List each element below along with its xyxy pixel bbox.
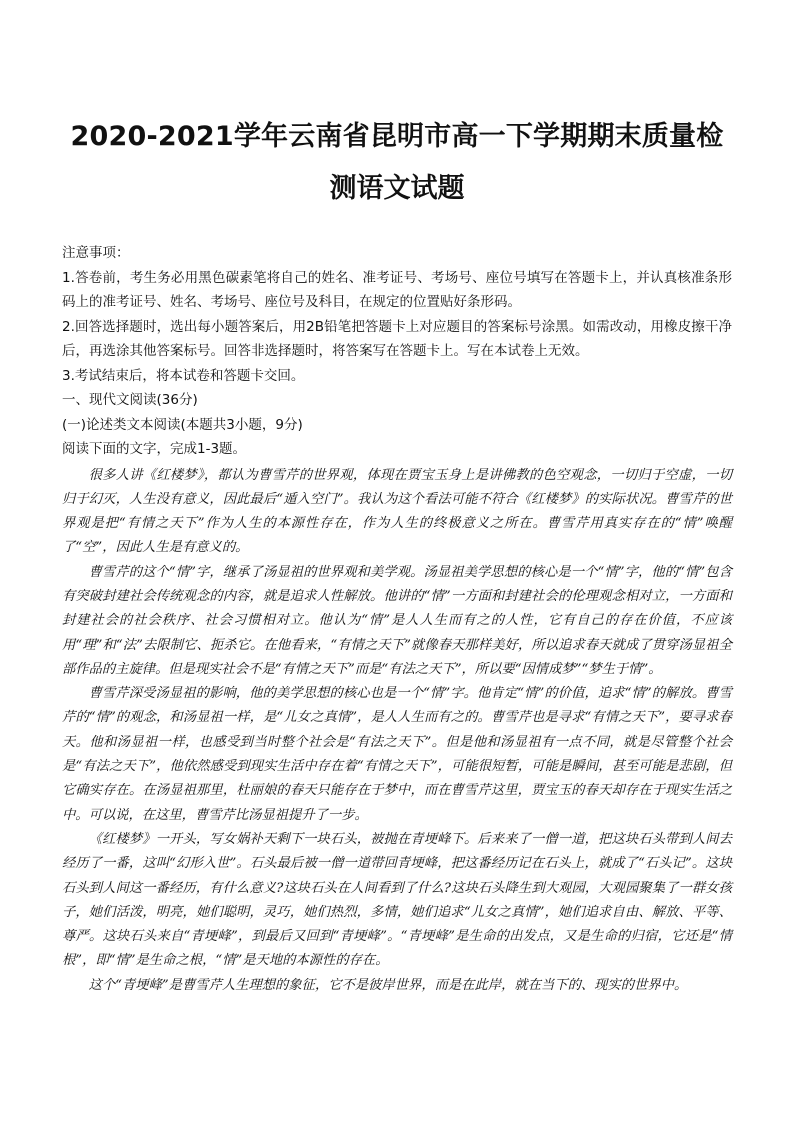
notice-item-2: 2.回答选择题时，选出每小题答案后，用2B铅笔把答题卡上对应题目的答案标号涂黑。如需改动，用橡皮擦干净后，再选涂其他答案标号。回答非选择题时，将答案写在答题卡上。写在本试卷上无效。 [62,318,732,359]
section-heading: 一、现代文阅读(36分) [62,392,198,408]
reading-instruction: 阅读下面的文字，完成1-3题。 [62,441,247,457]
notice-heading: 注意事项： [62,245,130,261]
passage-paragraph-2: 曹雪芹的这个“情”字，继承了汤显祖的世界观和美学观。汤显祖美学思想的核心是一个“情”字，他的“情”包含有突破封建社会传统观念的内容，就是追求人性解放。他讲的“情”一方面和封建社会的伦理观念相对立，一方面和封建社会的社会秩序、社会习惯相对立。他认为“情”是人人生而有之的人性，它有自己的存在价值，不应该用“理”和“法”去限制它、扼杀它。在他看来，“有情之天下”就像春天那样美好，所以追求春天就成了贯穿汤显祖全部作品的主旋律。但是现实社会不是“有情之天下”而是“有法之天下”，所以要“因情成梦”“梦生于情”。 [62,564,732,677]
passage-paragraph-3: 曹雪芹深受汤显祖的影响，他的美学思想的核心也是一个“情”字。他肯定“情”的价值，追求“情”的解放。曹雪芹的“情”的观念，和汤显祖一样，是“儿女之真情”，是人人生而有之的。曹雪芹也是寻求“有情之天下”，要寻求春天。他和汤显祖一样，也感受到当时整个社会是“有法之天下”。但是他和汤显祖有一点不同，就是尽管整个社会是“有法之天下”，他依然感受到现实生活中存在着“有情之天下”，可能很短暂，可能是瞬间，甚至可能是悲剧，但它确实存在。在汤显祖那里，杜丽娘的春天只能存在于梦中，而在曹雪芹这里，贾宝玉的春天却存在于现实生活之中。可以说，在这里，曹雪芹比汤显祖提升了一步。 [62,686,732,823]
notice-item-1: 1.答卷前，考生务必用黑色碳素笔将自己的姓名、准考证号、考场号、座位号填写在答题卡上，并认真核准条形码上的准考证号、姓名、考场号、座位号及科目，在规定的位置贴好条形码。 [62,269,732,310]
notice-item-3: 3.考试结束后，将本试卷和答题卡交回。 [62,367,305,384]
subsection-heading: (一)论述类文本阅读(本题共3小题，9分) [62,416,303,433]
exam-title-line-2: 测语文试题 [329,173,465,204]
reading-passage [62,464,732,999]
notice-section [62,241,732,462]
passage-paragraph-1: 很多人讲《红楼梦》，都认为曹雪芹的世界观，体现在贾宝玉身上是讲佛教的色空观念，一切归于空虚，一切归于幻灭，人生没有意义，因此最后“遁入空门”。我认为这个看法可能不符合《红楼梦》的实际状况。曹雪芹的世界观是把“有情之天下”作为人生的本源性存在，作为人生的终极意义之所在。曹雪芹用真实存在的“情”唤醒了“空”，因此人生是有意义的。 [62,467,732,556]
exam-title-line-1: 2020-2021学年云南省昆明市高一下学期期末质量检 [70,121,724,152]
passage-paragraph-4: 《红楼梦》一开头，写女娲补天剩下一块石头，被抛在青埂峰下。后来来了一僧一道，把这块石头带到人间去经历了一番，这叫“幻形入世”。石头最后被一僧一道带回青埂峰，把这番经历记在石头上，就成了“石头记”。这块石头到人间这一番经历，有什么意义?这块石头在人间看到了什么?这块石头降生到大观园，大观园聚集了一群女孩子，她们活泼，明亮，她们聪明，灵巧，她们热烈，多情，她们追求“儿女之真情”，她们追求自由、解放、平等、尊严。这块石头来自“青埂峰”，到最后又回到“青埂峰”。“青埂峰”是生命的出发点，又是生命的归宿，它还是“情根”，即“情”是生命之根，“情”是天地的本源性的存在。 [62,831,732,969]
passage-paragraph-5: 这个“青埂峰”是曹雪芹人生理想的象征，它不是彼岸世界，而是在此岸，就在当下的、现实的世界中。 [88,977,688,993]
